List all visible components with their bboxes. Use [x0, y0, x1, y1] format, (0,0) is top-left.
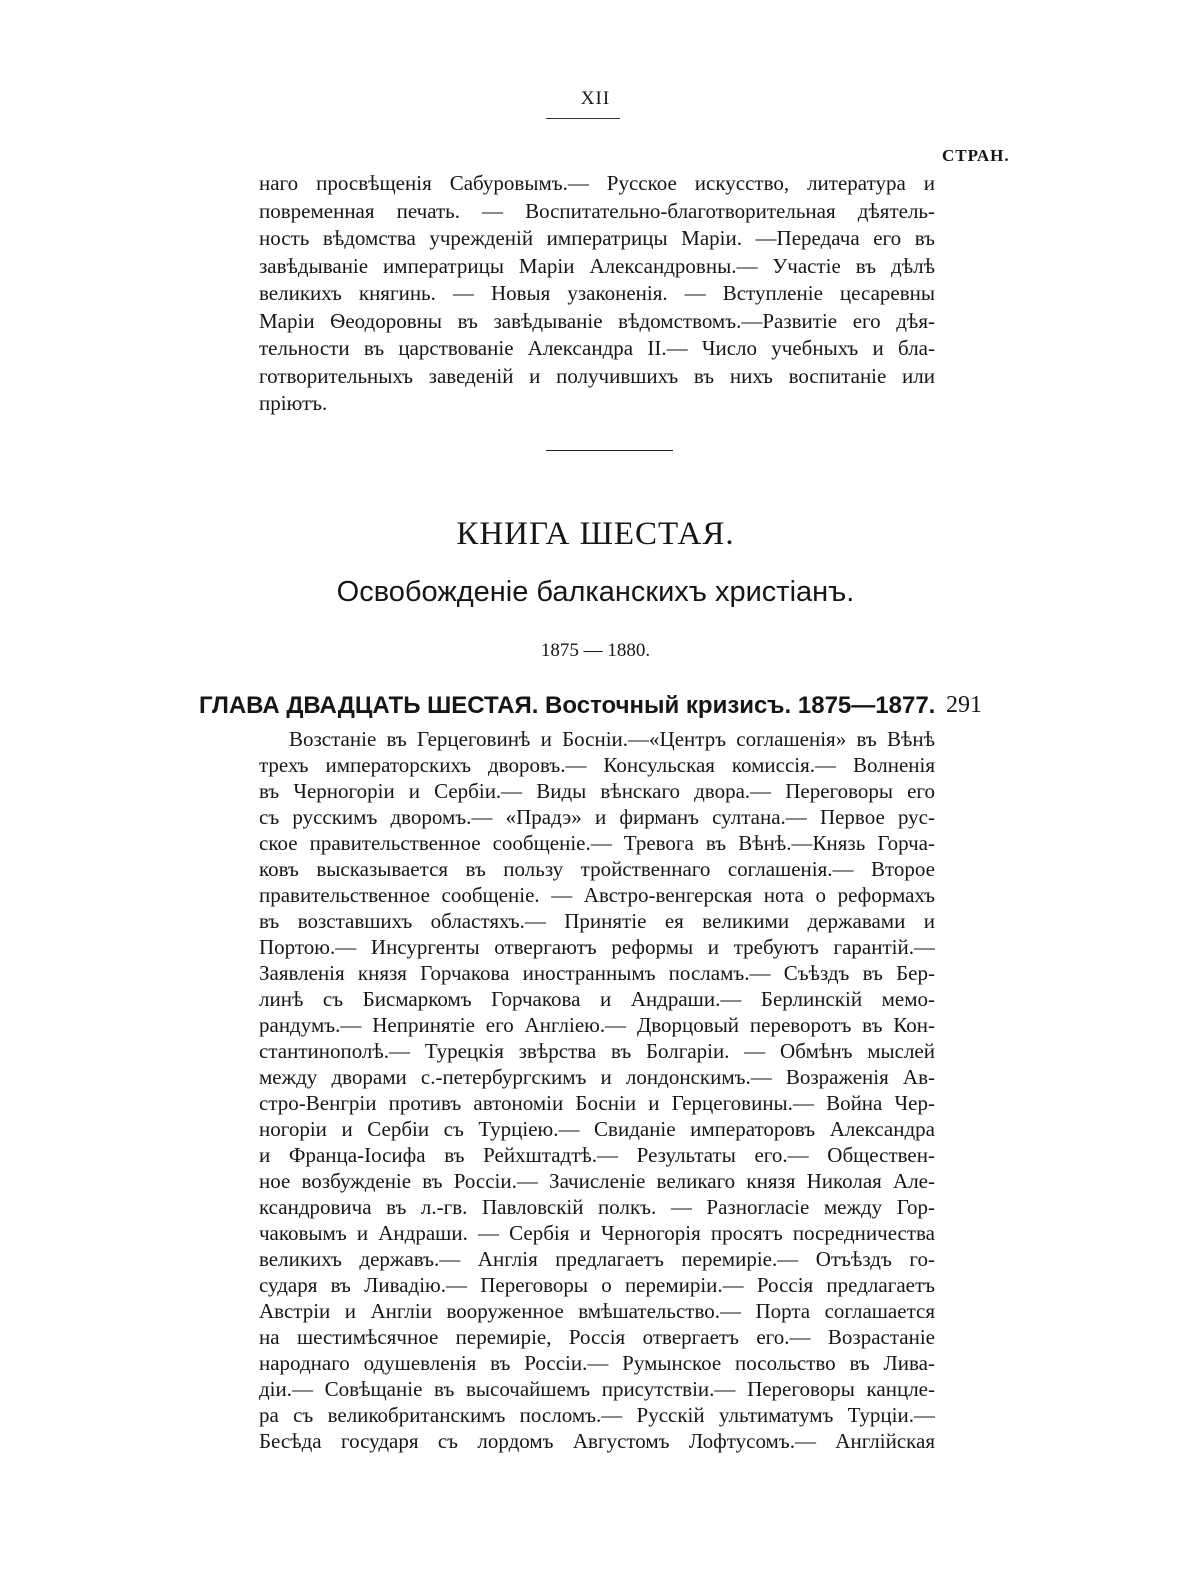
chapter-summary [259, 726, 935, 1454]
text-line: правительственное сообщеніе. — Австро-венгерская нота о реформахъ [259, 883, 935, 907]
text-line: на шестимѣсячное перемиріе, Россія отвергаетъ его.— Возрастаніе [259, 1325, 935, 1349]
text-line: народнаго одушевленія въ Россіи.— Румынское посольство въ Лива- [259, 1351, 935, 1375]
book-subtitle: Освобожденіе балканскихъ христіанъ. [336, 576, 855, 608]
book-title: КНИГА ШЕСТАЯ. [456, 516, 735, 552]
text-line: стро-Венгріи противъ автономіи Босніи и Герцеговины.— Война Чер- [259, 1091, 935, 1115]
text-line: ное возбужденіе въ Россіи.— Зачисленіе великаго князя Николая Але- [259, 1169, 935, 1193]
text-line: ское правительственное сообщеніе.— Тревога въ Вѣнѣ.—Князь Горча- [259, 831, 935, 855]
text-line: ра съ великобританскимъ посломъ.— Русскій ультиматумъ Турціи.— [259, 1403, 935, 1427]
text-line: наго просвѣщенія Сабуровымъ.— Русское искусство, литература и [259, 171, 935, 195]
text-line: діи.— Совѣщаніе въ высочайшемъ присутствіи.— Переговоры канцле- [259, 1377, 935, 1401]
page-number: XII [580, 88, 611, 109]
intro-paragraph [259, 170, 935, 418]
text-line: тельности въ царствованіе Александра II.— Число учебныхъ и бла- [259, 336, 935, 360]
text-line: Бесѣда государя съ лордомъ Августомъ Лофтусомъ.— Англійская [259, 1429, 935, 1453]
text-line: въ Черногоріи и Сербіи.— Виды вѣнскаго двора.— Переговоры его [259, 779, 935, 803]
text-line: ность вѣдомства учрежденій императрицы Маріи. —Передача его въ [259, 226, 935, 250]
text-line: сударя въ Ливадію.— Переговоры о перемиріи.— Россія предлагаетъ [259, 1273, 935, 1297]
text-line: Заявленія князя Горчакова иностраннымъ посламъ.— Съѣздъ въ Бер- [259, 961, 935, 985]
text-line: Маріи Ѳеодоровны въ завѣдываніе вѣдомствомъ.—Развитіе его дѣя- [259, 308, 935, 333]
text-line: завѣдываніе императрицы Маріи Александровны.— Участіе въ дѣлѣ [259, 253, 935, 278]
chapter-page-number: 291 [946, 692, 982, 718]
text-line: ногоріи и Сербіи съ Турціею.— Свиданіе императоровъ Александра [259, 1117, 935, 1141]
column-header: СТРАН. [942, 146, 1010, 165]
text-line: Портою.— Инсургенты отвергаютъ реформы и требуютъ гарантій.— [259, 935, 935, 959]
page-number-rule [546, 118, 620, 119]
book-years: 1875 — 1880. [540, 640, 651, 661]
text-line: ксандровича въ л.-гв. Павловскій полкъ. — Разногласіе между Гор- [259, 1195, 935, 1219]
text-line: линѣ съ Бисмаркомъ Горчакова и Андраши.— Берлинскій мемо- [259, 987, 935, 1011]
text-line: ковъ высказывается въ пользу тройственнаго соглашенія.— Второе [259, 857, 935, 881]
text-line: въ возставшихъ областяхъ.— Принятіе ея великими державами и [259, 909, 935, 933]
text-line: рандумъ.— Непринятіе его Англіею.— Дворцовый переворотъ въ Кон- [259, 1013, 935, 1037]
text-line: великихъ княгинь. — Новыя узаконенія. — Вступленіе цесаревны [259, 281, 935, 305]
text-line: Возстаніе въ Герцеговинѣ и Босніи.—«Центръ соглашенія» въ Вѣнѣ [289, 727, 935, 751]
text-line: великихъ державъ.— Англія предлагаетъ перемиріе.— Отъѣздъ го- [259, 1247, 935, 1271]
chapter-title: ГЛАВА ДВАДЦАТЬ ШЕСТАЯ. Восточный кризисъ. 1875—1877. [199, 692, 936, 719]
text-line: готворительныхъ заведеній и получившихъ въ нихъ воспитаніе или [259, 363, 935, 388]
text-line: пріютъ. [259, 391, 328, 415]
text-line: Австріи и Англіи вооруженное вмѣшательство.— Порта соглашается [259, 1299, 935, 1323]
text-line: стантинополѣ.— Турецкія звѣрства въ Болгаріи. — Обмѣнъ мыслей [259, 1039, 935, 1063]
text-line: повременная печать. — Воспитательно-благотворительная дѣятель- [259, 198, 935, 223]
text-line: трехъ императорскихъ дворовъ.— Консульская комиссія.— Волненія [259, 753, 935, 777]
section-divider [546, 450, 673, 451]
text-line: между дворами с.-петербургскимъ и лондонскимъ.— Возраженія Ав- [259, 1065, 935, 1089]
text-line: чаковымъ и Андраши. — Сербія и Черногорія просятъ посредничества [259, 1221, 935, 1245]
text-line: и Франца-Іосифа въ Рейхштадтѣ.— Результаты его.— Обществен- [259, 1143, 935, 1167]
text-line: съ русскимъ дворомъ.— «Прадэ» и фирманъ султана.— Первое рус- [259, 805, 935, 829]
